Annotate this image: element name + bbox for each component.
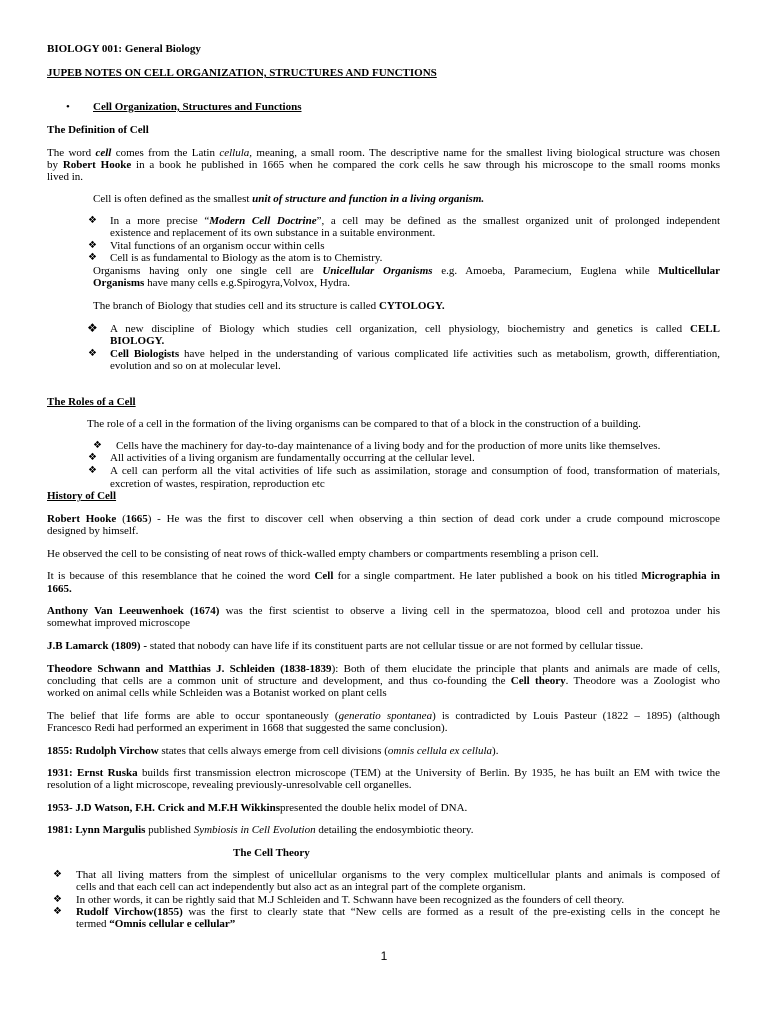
notes-title: JUPEB NOTES ON CELL ORGANIZATION, STRUCTURES AND FUNCTIONS [47, 67, 437, 79]
diamond-bullet-icon: ❖ [88, 252, 97, 263]
roles-bullet2: All activities of a living organism are fundamentally occurring at the cellular level. [110, 452, 475, 464]
diamond-bullet-icon: ❖ [53, 906, 62, 917]
roles-heading: The Roles of a Cell [47, 396, 136, 408]
micrographia-line1: It is because of this resemblance that he coined the word Cell for a single compartment. He later published a book on his titled Micrographia in [47, 570, 720, 582]
schwann-line2: concluding that cells are a common unit of structure and development, and thus co-founding the Cell theory. Theodore was a Zoologist who [47, 675, 720, 687]
hooke-observation: He observed the cell to be consisting of neat rows of thick-walled empty chambers or compartments resembling a prison cell. [47, 548, 599, 560]
biologists-line1: Cell Biologists have helped in the understanding of various complicated life activities such as metabolism, growth, differentiation, [110, 348, 720, 360]
schwann-line1: Theodore Schwann and Matthias J. Schleiden (1838-1839): Both of them elucidate the principle that plants and animals are made of cells, [47, 663, 720, 675]
doctrine-line2: existence and replacement of its own substance in a suitable environment. [110, 227, 436, 239]
diamond-bullet-icon: ❖ [88, 465, 97, 476]
leeuwenhoek-line2: somewhat improved microscope [47, 617, 190, 629]
definition-paragraph-line3: lived in. [47, 171, 84, 183]
diamond-bullet-icon: ❖ [88, 215, 97, 226]
cell-theory-point1-line2: cells and that each cell can act independently but also act as an integral part of the complete organism. [76, 881, 526, 893]
diamond-bullet-icon: ❖ [93, 440, 102, 451]
ruska-line2: resolution of a light microscope, revealing previously-unresolvable cell organelles. [47, 779, 412, 791]
organisms-line2: Organisms have many cells e.g.Spirogyra,Volvox, Hydra. [93, 277, 351, 289]
watson-crick-line: 1953- J.D Watson, F.H. Crick and M.F.H Wikkinspresented the double helix model of DNA. [47, 802, 468, 814]
definition-paragraph-line2: by Robert Hooke in a book he published in 1665 when he compared the cork cells he saw through his microscope to the small rooms monks [47, 159, 721, 171]
diamond-bullet-icon: ❖ [53, 894, 62, 905]
roles-bullet3-line2: excretion of wastes, respiration, reproduction etc [110, 478, 325, 490]
diamond-bullet-icon: ❖ [88, 240, 97, 251]
biologists-line2: evolution and so on at molecular level. [110, 360, 281, 372]
cell-theory-heading: The Cell Theory [233, 847, 310, 859]
roles-paragraph: The role of a cell in the formation of the living organisms can be compared to that of a block in the construction of a building. [87, 418, 641, 430]
page-number: 1 [380, 949, 388, 963]
hooke-line2: designed by himself. [47, 525, 139, 537]
cell-biology-line1: A new discipline of Biology which studies cell organization, cell physiology, biochemistry and genetics is called CELL [110, 323, 720, 335]
section-heading: Cell Organization, Structures and Functions [93, 101, 302, 113]
micrographia-line2: 1665. [47, 583, 72, 595]
lamarck-line: J.B Lamarck (1809) - stated that nobody can have life if its constituent parts are not cellular tissue or are not formed by cellular tissue. [47, 640, 644, 652]
roles-bullet1: Cells have the machinery for day-to-day maintenance of a living body and for the production of more units like themselves. [116, 440, 661, 452]
hooke-line1: Robert Hooke (1665) - He was the first to discover cell when observing a thin section of dead cork under a crude compound microscope [47, 513, 721, 525]
virchow-1855-line: 1855: Rudolph Virchow states that cells always emerge from cell divisions (omnis cellula ex cellula). [47, 745, 499, 757]
doctrine-line1: In a more precise “Modern Cell Doctrine”, a cell may be defined as the smallest organized unit of prolonged independent [110, 215, 720, 227]
vital-functions: Vital functions of an organism occur within cells [110, 240, 325, 252]
diamond-bullet-icon: ❖ [87, 321, 98, 335]
bullet-icon: • [66, 101, 70, 113]
schwann-line3: worked on animal cells while Schleiden was a Botanist worked on plant cells [47, 687, 387, 699]
margulis-line: 1981: Lynn Margulis published Symbiosis in Cell Evolution detailing the endosymbiotic theory. [47, 824, 474, 836]
cell-definition: Cell is often defined as the smallest unit of structure and function in a living organism. [93, 193, 485, 205]
spontaneous-line1: The belief that life forms are able to occur spontaneously (generatio spontanea) is contradicted by Louis Pasteur (1822 – 1895) (although [47, 710, 720, 722]
course-title: BIOLOGY 001: General Biology [47, 43, 201, 55]
diamond-bullet-icon: ❖ [88, 348, 97, 359]
roles-bullet3-line1: A cell can perform all the vital activities of life such as assimilation, storage and consumption of food, transformation of materials, [110, 465, 720, 477]
definition-paragraph-line1: The word cell comes from the Latin cellula, meaning, a small room. The descriptive name for the smallest living biological structure was chosen [47, 147, 720, 159]
cell-biology-line2: BIOLOGY. [110, 335, 165, 347]
spontaneous-line2: Francesco Redi had performed an experiment in 1668 that suggested the same conclusion). [47, 722, 448, 734]
ruska-line1: 1931: Ernst Ruska builds first transmission electron microscope (TEM) at the University of Berlin. By 1935, he has built an EM with twice the [47, 767, 720, 779]
history-heading: History of Cell [47, 490, 117, 502]
definition-heading: The Definition of Cell [47, 124, 149, 136]
cell-fundamental: Cell is as fundamental to Biology as the atom is to Chemistry. [110, 252, 383, 264]
diamond-bullet-icon: ❖ [88, 452, 97, 463]
diamond-bullet-icon: ❖ [53, 869, 62, 880]
leeuwenhoek-line1: Anthony Van Leeuwenhoek (1674) was the first scientist to observe a living cell in the spermatozoa, blood cell and protozoa under his [47, 605, 720, 617]
cell-theory-point1-line1: That all living matters from the simplest of unicellular organisms to the very complex multicellular plants and animals is composed of [76, 869, 720, 881]
organisms-line1: Organisms having only one single cell are Unicellular Organisms e.g. Amoeba, Paramecium, Euglena while Multicellular [93, 265, 721, 277]
cytology-line: The branch of Biology that studies cell and its structure is called CYTOLOGY. [93, 300, 445, 312]
cell-theory-point3-line2: termed “Omnis cellular e cellular” [76, 918, 236, 930]
cell-theory-point2: In other words, it can be rightly said that M.J Schleiden and T. Schwann have been recognized as the founders of cell theory. [76, 894, 625, 906]
cell-theory-point3-line1: Rudolf Virchow(1855) was the first to clearly state that “New cells are formed as a result of the pre-existing cells in the concept he [76, 906, 720, 918]
